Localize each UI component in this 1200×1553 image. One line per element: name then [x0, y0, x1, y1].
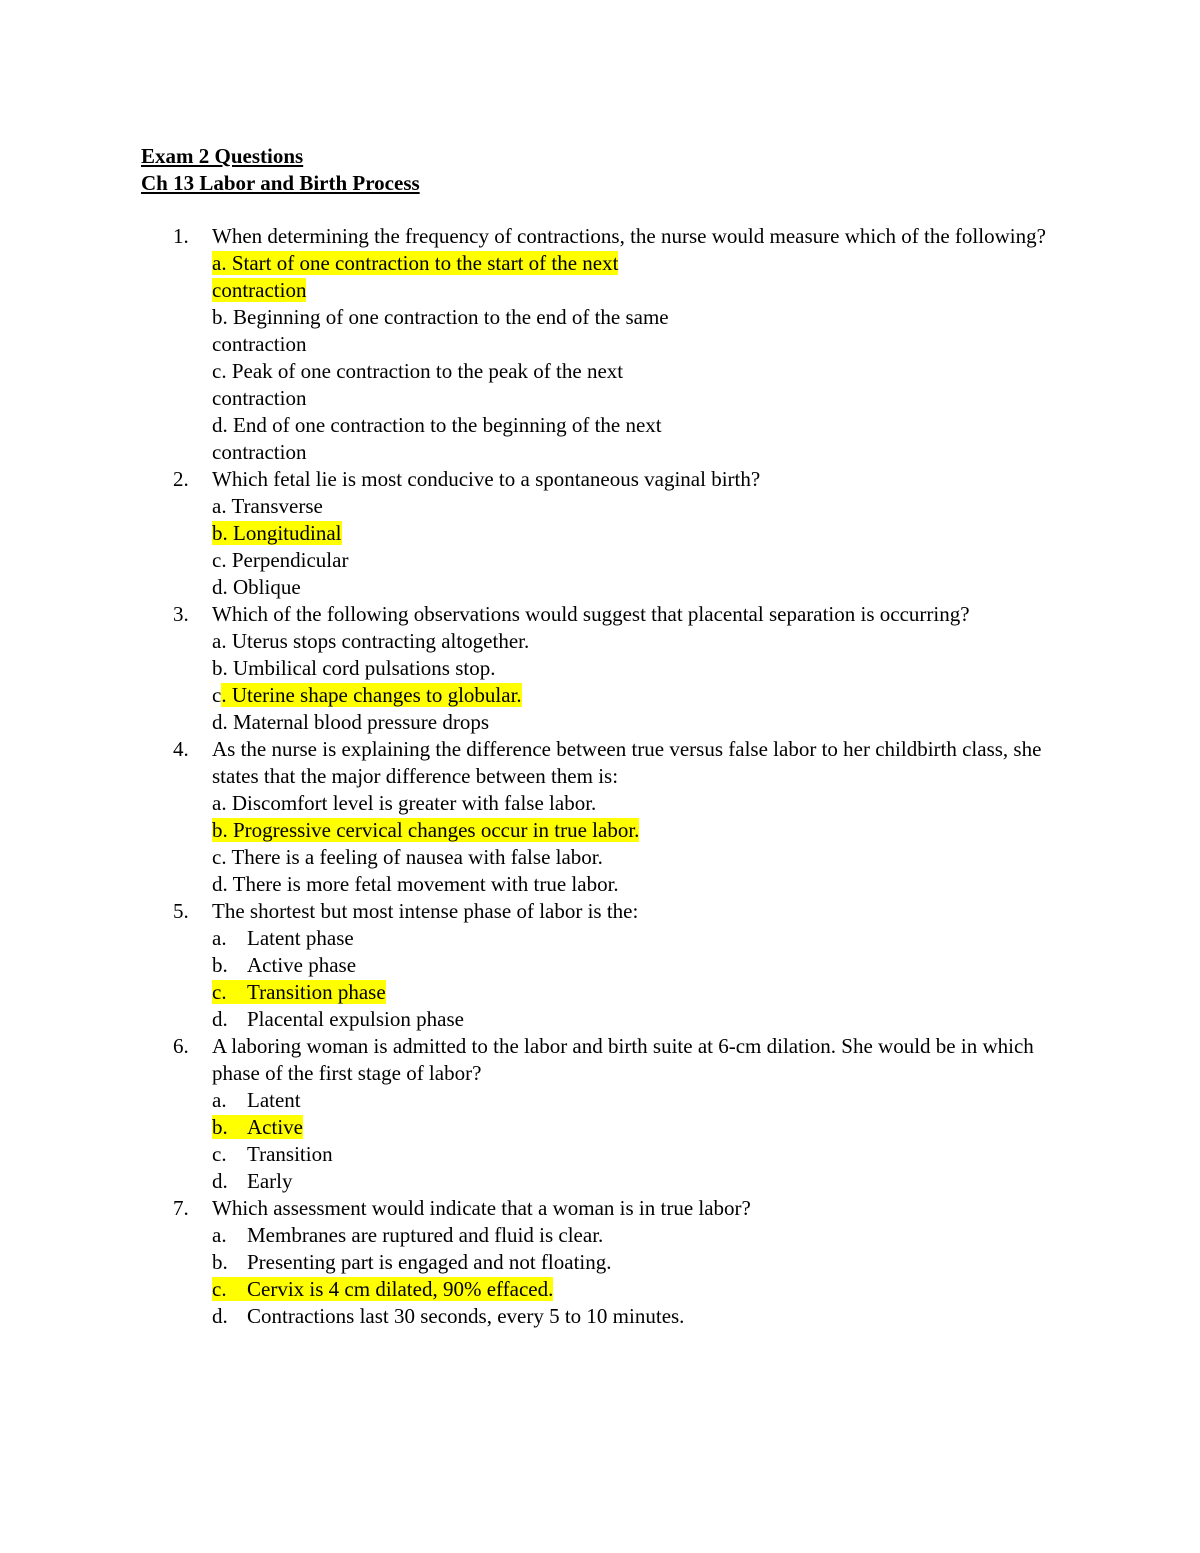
answer-option-d: d. Maternal blood pressure drops	[212, 710, 490, 734]
option-letter: a.	[212, 1088, 227, 1112]
option-text: Active phase	[247, 953, 357, 977]
option-text: Early	[247, 1169, 293, 1193]
option-letter: c.	[212, 980, 227, 1004]
option-text: Contractions last 30 seconds, every 5 to 10 minutes.	[247, 1304, 685, 1328]
question-number: 2.	[173, 467, 189, 491]
option-text: Presenting part is engaged and not floating.	[247, 1250, 612, 1274]
answer-option-b	[212, 1249, 1062, 1276]
answer-option-a	[212, 1087, 1062, 1114]
option-letter: b.	[212, 1250, 228, 1274]
option-text: Transition	[247, 1142, 333, 1166]
answer-option-d: d. There is more fetal movement with true labor.	[212, 872, 619, 896]
question-7	[0, 1195, 1062, 1330]
question-text: When determining the frequency of contractions, the nurse would measure which of the following?	[212, 224, 1046, 248]
option-letter: d.	[212, 1007, 228, 1031]
question-2	[0, 466, 1062, 601]
option-letter: a.	[212, 1223, 227, 1247]
question-6	[0, 1033, 1062, 1195]
answer-option-b: b. Beginning of one contraction to the end of the same contraction	[212, 305, 669, 356]
answer-option-a	[212, 1222, 1062, 1249]
option-letter: c.	[212, 1277, 227, 1301]
option-letter: d.	[212, 1169, 228, 1193]
answer-option-c	[212, 1276, 1062, 1303]
question-text: A laboring woman is admitted to the labor and birth suite at 6-cm dilation. She would be in which phase of the first stage of labor?	[212, 1034, 1034, 1085]
question-4	[0, 736, 1062, 898]
question-1	[0, 223, 1062, 466]
question-list	[0, 223, 1200, 1330]
highlighted-answer: b. Progressive cervical changes occur in true labor.	[212, 818, 640, 842]
highlighted-answer: Cervix is 4 cm dilated, 90% effaced.	[247, 1277, 554, 1301]
answer-option-c: c. Peak of one contraction to the peak of the next contraction	[212, 359, 624, 410]
answer-option-d	[212, 1006, 1062, 1033]
answer-option-c	[212, 682, 1062, 709]
question-text: The shortest but most intense phase of labor is the:	[212, 899, 639, 923]
answer-option-c: c. There is a feeling of nausea with false labor.	[212, 845, 603, 869]
highlighted-answer: Active	[247, 1115, 303, 1139]
option-text: Latent	[247, 1088, 301, 1112]
page-title: Exam 2 Questions	[141, 144, 304, 168]
question-number: 4.	[173, 737, 189, 761]
question-number: 6.	[173, 1034, 189, 1058]
question-5	[0, 898, 1062, 1033]
option-letter: c	[212, 683, 222, 707]
option-text: Placental expulsion phase	[247, 1007, 464, 1031]
question-text: Which assessment would indicate that a woman is in true labor?	[212, 1196, 751, 1220]
answer-option-b	[212, 520, 1062, 547]
answer-option-c	[212, 1141, 1062, 1168]
answer-option-a: a. Transverse	[212, 494, 323, 518]
question-number: 7.	[173, 1196, 189, 1220]
option-text: Latent phase	[247, 926, 354, 950]
answer-option-c: c. Perpendicular	[212, 548, 349, 572]
answer-option-d: d. Oblique	[212, 575, 301, 599]
option-text: Membranes are ruptured and fluid is clear.	[247, 1223, 604, 1247]
option-letter: a.	[212, 926, 227, 950]
answer-option-b	[212, 952, 1062, 979]
question-text: As the nurse is explaining the difference between true versus false labor to her childbirth class, she states that the major difference between them is:	[212, 737, 1042, 788]
answer-option-a: a. Discomfort level is greater with false labor.	[212, 791, 597, 815]
chapter-subtitle: Ch 13 Labor and Birth Process	[141, 171, 420, 195]
highlighted-answer: . Uterine shape changes to globular.	[221, 683, 522, 707]
answer-option-a	[212, 250, 682, 304]
question-number: 5.	[173, 899, 189, 923]
answer-option-d	[212, 1168, 1062, 1195]
answer-option-c	[212, 979, 1062, 1006]
question-text: Which of the following observations would suggest that placental separation is occurring?	[212, 602, 970, 626]
answer-option-b: b. Umbilical cord pulsations stop.	[212, 656, 496, 680]
question-number: 3.	[173, 602, 189, 626]
highlighted-answer: a. Start of one contraction to the start of the next contraction	[212, 251, 619, 302]
option-letter: b.	[212, 953, 228, 977]
option-letter: b.	[212, 1115, 228, 1139]
highlighted-answer: Transition phase	[247, 980, 386, 1004]
question-text: Which fetal lie is most conducive to a spontaneous vaginal birth?	[212, 467, 761, 491]
option-letter: c.	[212, 1142, 227, 1166]
answer-option-b	[212, 817, 1062, 844]
answer-option-d	[212, 1303, 1062, 1330]
answer-option-a: a. Uterus stops contracting altogether.	[212, 629, 530, 653]
question-3	[0, 601, 1062, 736]
answer-option-d: d. End of one contraction to the beginning of the next contraction	[212, 413, 662, 464]
highlighted-answer: b. Longitudinal	[212, 521, 342, 545]
question-number: 1.	[173, 224, 189, 248]
option-letter: d.	[212, 1304, 228, 1328]
answer-option-b	[212, 1114, 1062, 1141]
answer-option-a	[212, 925, 1062, 952]
